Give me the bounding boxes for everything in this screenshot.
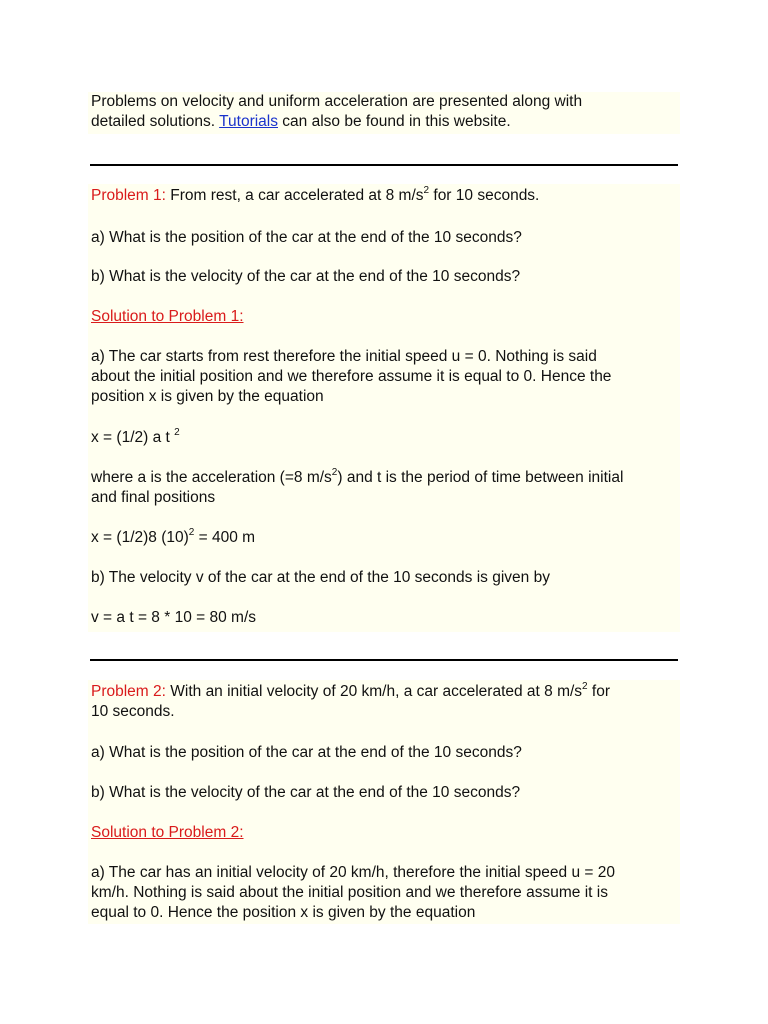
tutorials-link[interactable]: Tutorials	[219, 113, 278, 130]
problem-2-label: Problem 2:	[91, 683, 166, 700]
acceleration-explanation: where a is the acceleration (=8 $m/s^2$) and t is the period of time between initial and final positions	[91, 466, 624, 506]
problem-2-question-a: a) What is the position of the car at the end of the 10 seconds?	[91, 744, 522, 761]
problem-2-question-b: b) What is the velocity of the car at the end of the 10 seconds?	[91, 784, 521, 801]
equation-velocity: v = a t = 8 * 10 = 80 m/s	[91, 609, 256, 626]
divider-2	[90, 659, 678, 661]
divider-1	[90, 164, 678, 166]
equation-position-result: x = (1/2)8 $(10)^2 = 400$ m	[91, 526, 256, 546]
problem-1-statement: Problem 1: From rest, a car accelerated at 8 $m/s^2$ for 10 seconds.	[91, 184, 540, 204]
intro-block	[88, 92, 680, 134]
problem-2-block	[88, 680, 680, 924]
intro-text: Problems on velocity and uniform acceleration are presented along with detailed solutions. Tutorials can also be found in this website.	[91, 93, 583, 130]
solution-2-part-a: a) The car has an initial velocity of 20 km/h, therefore the initial speed u = 20 km/h. Nothing is said about the initial position and we therefore assume it is equal to 0. Hence the position x is given by the equation	[91, 864, 615, 921]
problem-1-label: Problem 1:	[91, 187, 166, 204]
solution-1-label: Solution to Problem 1:	[91, 308, 244, 325]
solution-1-part-b: b) The velocity v of the car at the end of the 10 seconds is given by	[91, 569, 550, 586]
solution-1-part-a: a) The car starts from rest therefore the initial speed u = 0. Nothing is said about the initial position and we therefore assume it is equal to 0. Hence the position x is given by the equation	[91, 348, 612, 405]
problem-1-question-a: a) What is the position of the car at the end of the 10 seconds?	[91, 229, 522, 246]
solution-2-label: Solution to Problem 2:	[91, 824, 244, 841]
problem-1-block	[88, 184, 680, 632]
equation-position: x = (1/2) a t $^2$	[91, 426, 180, 446]
problem-2-statement: Problem 2: With an initial velocity of 20 km/h, a car accelerated at 8 $m/s^2$ for 10 seconds.	[91, 680, 611, 720]
problem-1-question-b: b) What is the velocity of the car at the end of the 10 seconds?	[91, 268, 521, 285]
